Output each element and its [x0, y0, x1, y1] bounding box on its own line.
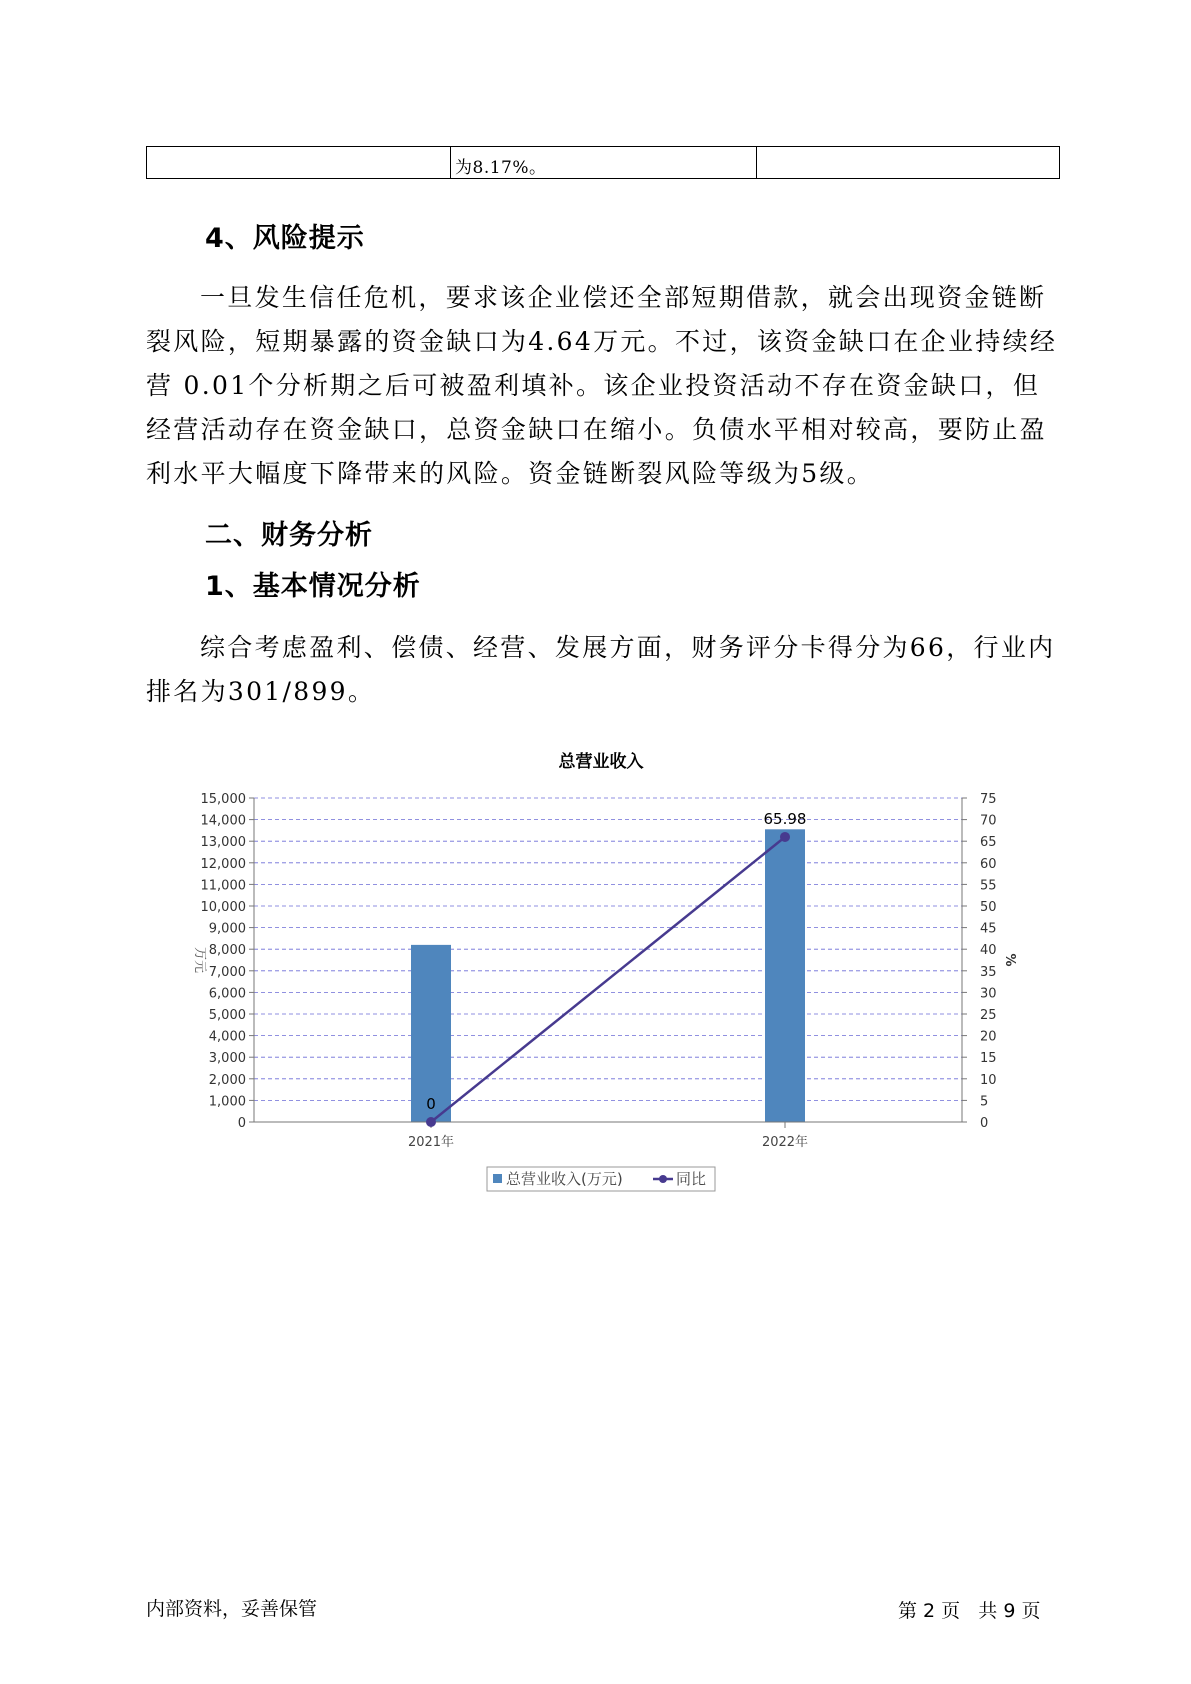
- y2-tick-label: 5: [980, 1094, 989, 1110]
- y2-tick-label: 75: [980, 792, 997, 807]
- y2-tick-label: 0: [980, 1116, 989, 1131]
- data-label: 0: [426, 1095, 436, 1113]
- y-tick-label: 5,000: [208, 1008, 246, 1023]
- line-point: [426, 1117, 436, 1127]
- y-tick-label: 9,000: [208, 921, 246, 937]
- y2-tick-label: 10: [980, 1072, 997, 1088]
- y-tick-label: 12,000: [200, 856, 246, 872]
- y-tick-label: 15,000: [200, 792, 246, 807]
- legend-line-label: 同比: [676, 1170, 707, 1188]
- finance-heading: 二、财务分析: [205, 520, 373, 551]
- page-number: 第 2 页 共 9 页: [898, 1600, 1041, 1622]
- y2-tick-label: 35: [980, 964, 997, 980]
- y2-tick-label: 15: [980, 1051, 997, 1067]
- y-tick-label: 11,000: [200, 878, 246, 894]
- line-series-path: [431, 837, 785, 1122]
- y2-tick-label: 55: [980, 878, 997, 894]
- y2-tick-label: 25: [980, 1008, 997, 1023]
- basic-analysis-heading: 1、基本情况分析: [205, 571, 421, 602]
- chart-bars: [411, 829, 805, 1122]
- chart-title: 总营业收入: [558, 752, 644, 772]
- data-label: 65.98: [763, 809, 807, 828]
- footer-note: 内部资料，妥善保管: [146, 1598, 318, 1620]
- y-tick-label: 3,000: [208, 1051, 246, 1067]
- x-tick-label: 2022年: [761, 1135, 809, 1150]
- risk-heading: 4、风险提示: [205, 223, 365, 254]
- y-tick-label: 2,000: [208, 1072, 246, 1088]
- y2-axis-label: %: [1002, 953, 1017, 967]
- legend-bar-label: 总营业收入(万元): [506, 1170, 623, 1188]
- y-tick-label: 8,000: [208, 943, 246, 959]
- y2-tick-label: 65: [980, 835, 997, 851]
- y2-tick-label: 50: [980, 900, 997, 915]
- legend-bar-swatch: [493, 1174, 502, 1183]
- chart-legend: [487, 1167, 715, 1191]
- bar: [765, 829, 805, 1122]
- y-tick-label: 6,000: [208, 986, 246, 1002]
- y2-tick-label: 45: [980, 921, 997, 937]
- y-axis-label: 万元: [192, 946, 207, 974]
- legend-line-marker: [659, 1175, 667, 1183]
- y-tick-label: 7,000: [208, 964, 246, 980]
- y2-tick-label: 20: [980, 1029, 997, 1045]
- y-tick-label: 1,000: [208, 1094, 246, 1110]
- y-tick-label: 13,000: [200, 835, 246, 851]
- y-tick-label: 0: [237, 1116, 246, 1131]
- basic-analysis-paragraph: 综合考虑盈利、偿债、经营、发展方面，财务评分卡得分为66，行业内排名为301/899。: [146, 633, 1056, 706]
- y-tick-label: 4,000: [208, 1029, 246, 1045]
- y2-tick-label: 60: [980, 856, 997, 872]
- chart-grid: [254, 798, 962, 1100]
- chart-line-series: [426, 832, 790, 1127]
- table-cell-text: 为8.17%。: [455, 158, 547, 178]
- y-tick-label: 10,000: [200, 900, 246, 915]
- y2-tick-label: 30: [980, 986, 997, 1002]
- y2-tick-label: 40: [980, 943, 997, 959]
- x-tick-label: 2021年: [407, 1135, 455, 1150]
- y-tick-label: 14,000: [200, 813, 246, 829]
- y2-tick-label: 70: [980, 813, 997, 829]
- line-point: [780, 832, 790, 842]
- risk-paragraph: 一旦发生信任危机，要求该企业偿还全部短期借款，就会出现资金链断裂风险，短期暴露的资金缺口为4.64万元。不过，该资金缺口在企业持续经营 0.01个分析期之后可被盈利填补。该企业投资活动不存在资金缺口，但经营活动存在资金缺口，总资金缺口在缩小。负债水平相对较高，要防止盈利水平大幅度下降带来的风险。资金链断裂风险等级为5级。: [146, 283, 1058, 488]
- chart-labels: [426, 810, 806, 1113]
